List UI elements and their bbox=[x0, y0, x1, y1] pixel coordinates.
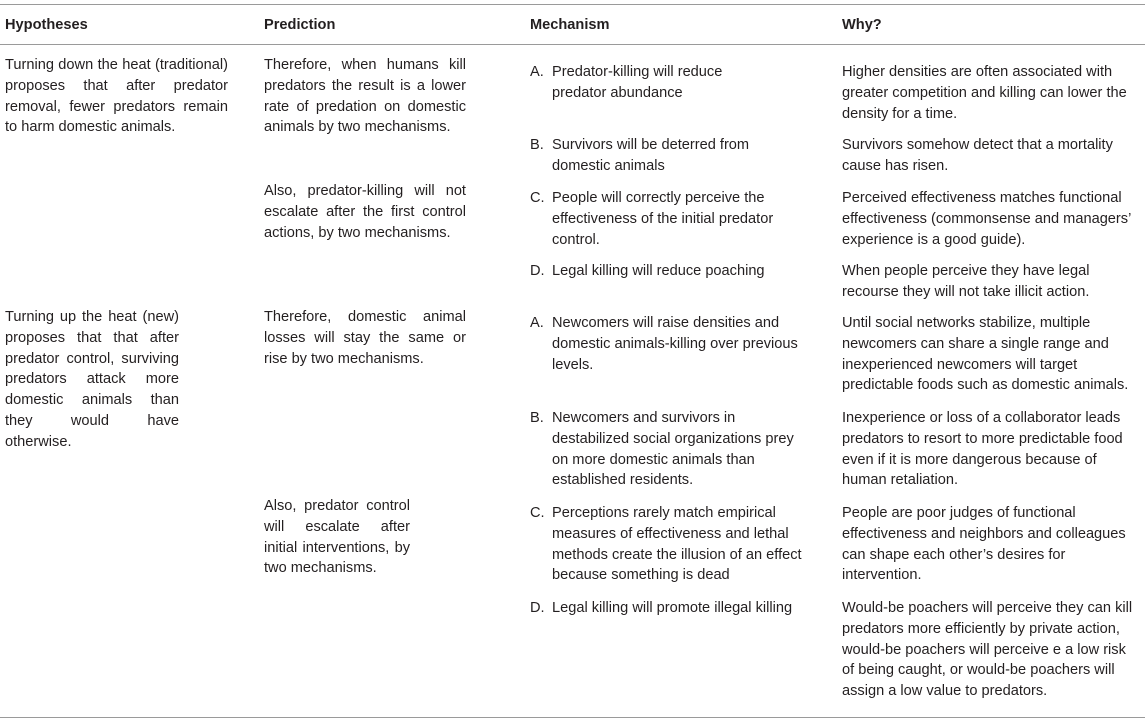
why-row-3: Perceived effectiveness matches functional effectiveness (commonsense and managers’ experience is a good guide). bbox=[842, 190, 1131, 248]
mechanism-letter: D. bbox=[530, 263, 545, 279]
mechanism-letter: B. bbox=[530, 137, 544, 153]
header-prediction: Prediction bbox=[264, 17, 336, 33]
why-row-1: Higher densities are often associated with greater competition and killing can lower the density for a time. bbox=[842, 64, 1127, 122]
mechanism-letter: A. bbox=[530, 64, 544, 80]
why-row-2: Survivors somehow detect that a mortality cause has risen. bbox=[842, 137, 1113, 174]
why-row-5: Until social networks stabilize, multiple newcomers can share a single range and inexperienced newcomers will target predictable foods such as domestic animals. bbox=[842, 315, 1129, 394]
mechanism-text: Predator-killing will reduce predator abundance bbox=[552, 64, 723, 101]
header-hypotheses: Hypotheses bbox=[5, 17, 88, 33]
prediction-2: Also, predator-killing will not escalate after the first control actions, by two mechanisms. bbox=[264, 183, 466, 241]
mechanism-text: Legal killing will reduce poaching bbox=[552, 263, 765, 279]
mechanism-text: Perceptions rarely match empirical measures of effectiveness and lethal methods create the illusion of an effect because something is dead bbox=[552, 505, 802, 584]
why-row-6: Inexperience or loss of a collaborator leads predators to resort to more predictable food even if it is more dangerous because of human retaliation. bbox=[842, 410, 1123, 489]
prediction-1: Therefore, when humans kill predators the result is a lower rate of predation on domestic animals by two mechanisms. bbox=[264, 57, 466, 136]
mechanism-letter: D. bbox=[530, 600, 545, 616]
why-row-4: When people perceive they have legal recourse they will not take illicit action. bbox=[842, 263, 1090, 300]
mechanism-text: People will correctly perceive the effectiveness of the initial predator control. bbox=[552, 190, 774, 248]
why-row-7: People are poor judges of functional effectiveness and neighbors and colleagues can shape each other’s desires for intervention. bbox=[842, 505, 1126, 584]
header-rule bbox=[0, 44, 1145, 45]
mechanism-letter: B. bbox=[530, 410, 544, 426]
mechanism-letter: A. bbox=[530, 315, 544, 331]
bottom-rule bbox=[0, 717, 1145, 718]
why-row-8: Would-be poachers will perceive they can kill predators more efficiently by private action, would-be poachers will perceive e a low risk of being caught, or would-be poachers will assign a low value to predators. bbox=[842, 600, 1133, 700]
mechanism-text: Survivors will be deterred from domestic animals bbox=[552, 137, 750, 174]
mechanism-letter: C. bbox=[530, 505, 545, 521]
top-rule bbox=[0, 4, 1145, 5]
mechanism-text: Newcomers will raise densities and domestic animals-killing over previous levels. bbox=[552, 315, 798, 373]
header-why: Why? bbox=[842, 17, 882, 33]
hypothesis-new: Turning up the heat (new) proposes that that after predator control, surviving predators attack more domestic animals than they would have otherwise. bbox=[5, 309, 179, 450]
prediction-3: Therefore, domestic animal losses will stay the same or rise by two mechanisms. bbox=[264, 309, 466, 367]
header-mechanism: Mechanism bbox=[530, 17, 610, 33]
mechanism-letter: C. bbox=[530, 190, 545, 206]
mechanism-text: Legal killing will promote illegal killing bbox=[552, 600, 793, 616]
hypothesis-traditional: Turning down the heat (traditional) proposes that after predator removal, fewer predators remain to harm domestic animals. bbox=[5, 57, 228, 136]
mechanism-text: Newcomers and survivors in destabilized social organizations prey on more domestic animals than established residents. bbox=[552, 410, 794, 489]
prediction-4: Also, predator control will escalate after initial interventions, by two mechanisms. bbox=[264, 498, 410, 577]
